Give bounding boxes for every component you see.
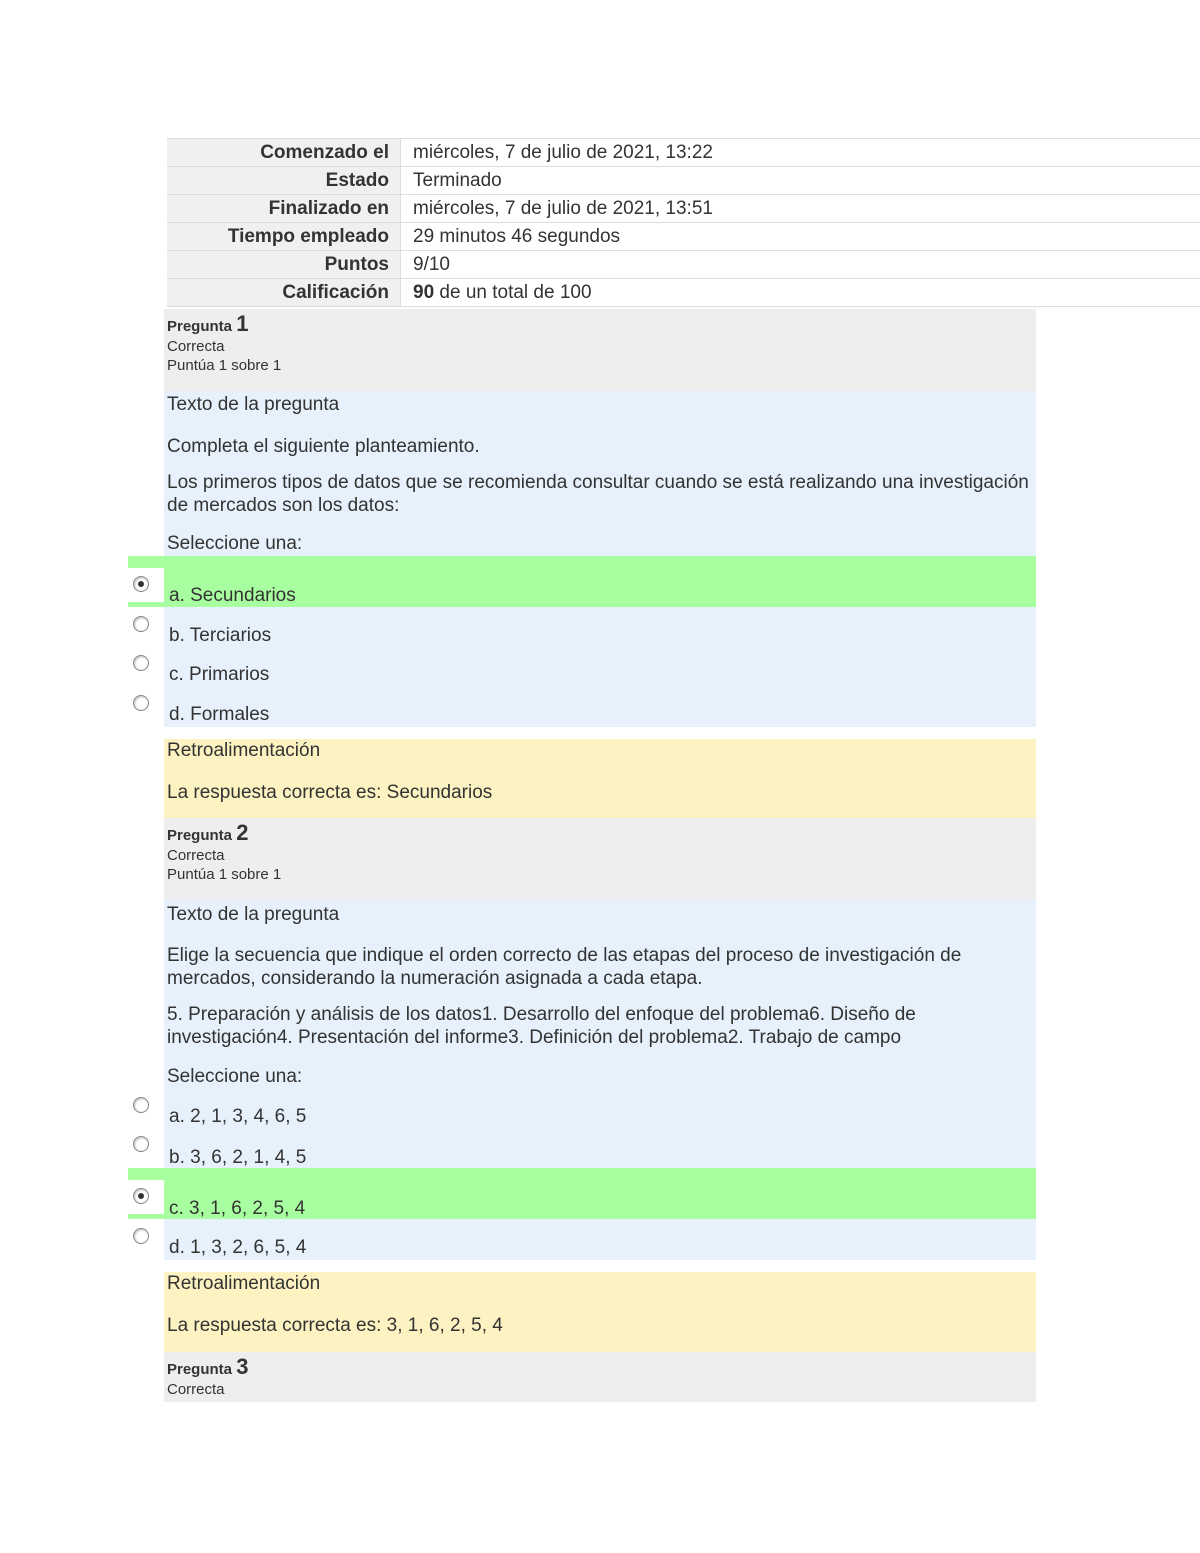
question-number [167,818,1036,846]
summary-value: 29 minutos 46 segundos [413,226,621,247]
grade-total: de un total de 100 [434,282,592,303]
radio-unchecked-icon[interactable] [133,1097,149,1113]
correct-answer-text: La respuesta correcta es: Secundarios [167,782,493,803]
question-label: Pregunta [167,1361,233,1378]
question-1-feedback [164,739,1036,818]
question-state: Correcta [167,338,225,355]
summary-label: Estado [167,167,401,194]
q1-option-b-radio-area [128,608,164,642]
summary-row-points [167,251,1200,279]
question-2-feedback [164,1272,1036,1352]
question-label: Pregunta [167,318,233,335]
summary-value: Terminado [413,170,502,191]
q2-option-a-label[interactable]: a. 2, 1, 3, 4, 6, 5 [169,1106,307,1127]
question-number [167,1352,1036,1380]
feedback-heading: Retroalimentación [167,1273,321,1294]
select-one-label: Seleccione una: [167,1066,303,1087]
summary-row-state [167,167,1200,195]
correct-answer-text: La respuesta correcta es: 3, 1, 6, 2, 5, 4 [167,1315,503,1336]
q2-option-d-label[interactable]: d. 1, 3, 2, 6, 5, 4 [169,1237,307,1258]
q1-option-a-label[interactable]: a. Secundarios [169,585,296,606]
question-number-value: 3 [236,1354,249,1379]
summary-row-started [167,139,1200,167]
radio-unchecked-icon[interactable] [133,616,149,632]
question-text-heading: Texto de la pregunta [167,904,340,925]
question-state: Correcta [167,847,225,864]
q2-option-a-radio-area [128,1090,164,1124]
summary-label: Puntos [167,251,401,278]
radio-unchecked-icon[interactable] [133,695,149,711]
question-state: Correcta [167,1381,225,1398]
radio-unchecked-icon[interactable] [133,655,149,671]
summary-label: Calificación [167,279,401,306]
q1-option-a-radio-area [128,568,164,602]
attempt-summary-table [167,138,1200,307]
radio-checked-icon[interactable] [133,1188,149,1204]
question-number-value: 1 [236,311,249,336]
summary-label: Comenzado el [167,139,401,166]
radio-unchecked-icon[interactable] [133,1136,149,1152]
q1-option-c-radio-area [128,647,164,681]
summary-row-finished [167,195,1200,223]
question-number-value: 2 [236,820,249,845]
question-text-heading: Texto de la pregunta [167,394,340,415]
select-one-label: Seleccione una: [167,533,303,554]
q2-option-d-radio-area [128,1220,164,1254]
summary-value [401,279,1200,306]
radio-unchecked-icon[interactable] [133,1228,149,1244]
summary-row-time-taken [167,223,1200,251]
q2-option-c-radio-area [128,1180,164,1214]
grade-value: 90 [413,282,435,303]
q1-option-d-radio-area [128,687,164,721]
q1-option-c-label[interactable]: c. Primarios [169,664,270,685]
question-1-info [164,309,1036,391]
q2-option-b-radio-area [128,1129,164,1163]
summary-label: Finalizado en [167,195,401,222]
question-number [167,309,1036,337]
q2-option-c-label[interactable]: c. 3, 1, 6, 2, 5, 4 [169,1198,306,1219]
summary-value: miércoles, 7 de julio de 2021, 13:22 [413,142,713,163]
summary-value: 9/10 [413,254,450,275]
question-prompt: Elige la secuencia que indique el orden correcto de las etapas del proceso de investigación de mercados, considerando la numeración asignada a cada etapa. [167,945,962,989]
question-body: Los primeros tipos de datos que se recomienda consultar cuando se está realizando una investigación de mercados son los datos: [167,472,1029,516]
feedback-heading: Retroalimentación [167,740,321,761]
question-grade: Puntúa 1 sobre 1 [167,357,282,374]
q1-option-b-label[interactable]: b. Terciarios [169,625,272,646]
q1-option-d-label[interactable]: d. Formales [169,704,270,725]
question-prompt: Completa el siguiente planteamiento. [167,436,480,457]
question-body: 5. Preparación y análisis de los datos1. Desarrollo del enfoque del problema6. Diseño de investigación4. Presentación del informe3. Definición del problema2. Trabajo de campo [167,1004,916,1048]
question-3-info [164,1352,1036,1402]
summary-row-grade [167,279,1200,307]
question-label: Pregunta [167,827,233,844]
question-2-info [164,818,1036,900]
q2-option-b-label[interactable]: b. 3, 6, 2, 1, 4, 5 [169,1147,307,1168]
summary-label: Tiempo empleado [167,223,401,250]
summary-value: miércoles, 7 de julio de 2021, 13:51 [413,198,713,219]
question-grade: Puntúa 1 sobre 1 [167,866,282,883]
radio-checked-icon[interactable] [133,576,149,592]
